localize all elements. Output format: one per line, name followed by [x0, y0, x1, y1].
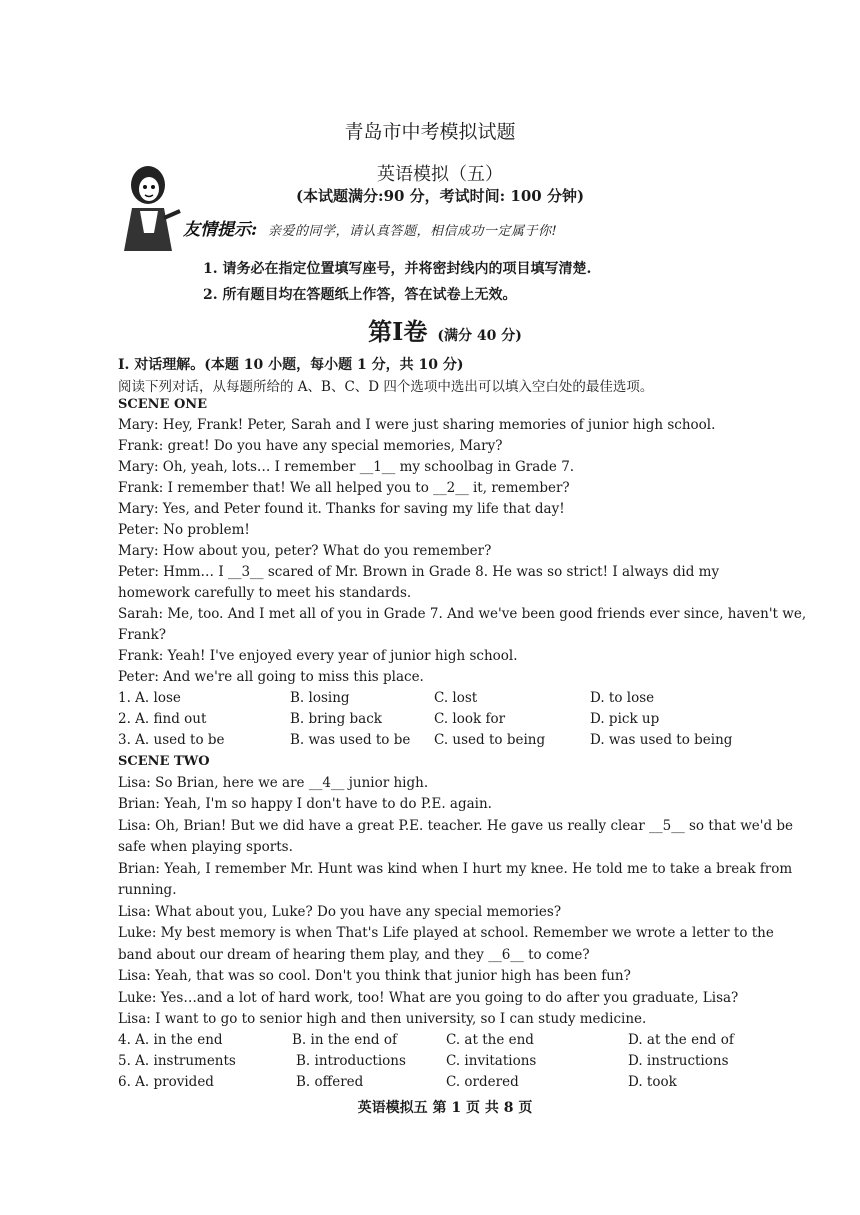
dialogue-line: Brian: Yeah, I remember Mr. Hunt was kind when I hurt my knee. He told me to take a break from	[118, 861, 793, 877]
option-5a: 5. A. instruments	[118, 1053, 236, 1069]
section-heading: I. 对话理解。(本题 10 小题，每小题 1 分，共 10 分)	[118, 357, 464, 373]
scene-two-label: SCENE TWO	[118, 754, 210, 769]
option-4d: D. at the end of	[628, 1032, 734, 1048]
dialogue-line: Lisa: Oh, Brian! But we did have a great P.E. teacher. He gave us really clear __5__ so that we'd be	[118, 818, 794, 834]
dialogue-line: running.	[118, 882, 177, 898]
dialogue-line: Peter: No problem!	[118, 522, 250, 538]
exam-subtitle: 英语模拟（五）	[377, 164, 503, 185]
option-4a: 4. A. in the end	[118, 1032, 223, 1048]
dialogue-line: homework carefully to meet his standards.	[118, 585, 412, 601]
dialogue-line: Luke: My best memory is when That's Life played at school. Remember we wrote a letter to the	[118, 925, 774, 941]
dialogue-line: Lisa: What about you, Luke? Do you have any special memories?	[118, 904, 562, 920]
option-5b: B. introductions	[296, 1053, 406, 1069]
option-6a: 6. A. provided	[118, 1074, 214, 1090]
dialogue-line: Frank?	[118, 627, 166, 643]
dialogue-line: Luke: Yes…and a lot of hard work, too! What are you going to do after you graduate, Lisa?	[118, 990, 739, 1006]
option-6c: C. ordered	[446, 1074, 519, 1090]
dialogue-line: band about our dream of hearing them play, and they __6__ to come?	[118, 947, 590, 963]
dialogue-line: Frank: great! Do you have any special memories, Mary?	[118, 438, 503, 454]
option-5d: D. instructions	[628, 1053, 729, 1069]
dialogue-line: Lisa: So Brian, here we are __4__ junior high.	[118, 775, 429, 791]
friendly-tip-label: 友情提示:	[183, 220, 258, 240]
option-6d: D. took	[628, 1074, 677, 1090]
option-2a: 2. A. find out	[118, 711, 207, 727]
notice-2: 2. 所有题目均在答题纸上作答，答在试卷上无效。	[203, 287, 517, 303]
dialogue-line: Mary: Yes, and Peter found it. Thanks for saving my life that day!	[118, 501, 565, 517]
dialogue-line: Lisa: I want to go to senior high and then university, so I can study medicine.	[118, 1011, 647, 1027]
friendly-tip-text: 亲爱的同学，请认真答题，相信成功一定属于你!	[268, 224, 558, 239]
option-4b: B. in the end of	[292, 1032, 397, 1048]
mascot-illustration	[118, 163, 186, 253]
dialogue-line: Frank: Yeah! I've enjoyed every year of junior high school.	[118, 648, 518, 664]
page-footer: 英语模拟五 第 1 页 共 8 页	[357, 1100, 533, 1116]
option-5c: C. invitations	[446, 1053, 537, 1069]
option-6b: B. offered	[296, 1074, 364, 1090]
part-title	[0, 312, 860, 347]
option-2d: D. pick up	[590, 711, 660, 727]
option-2b: B. bring back	[290, 711, 382, 727]
exam-title: 青岛市中考模拟试题	[344, 121, 516, 143]
notice-1: 1. 请务必在指定位置填写座号，并将密封线内的项目填写清楚.	[203, 261, 592, 277]
part-title-text: 第I卷	[368, 317, 428, 346]
dialogue-line: Lisa: Yeah, that was so cool. Don't you think that junior high has been fun?	[118, 968, 631, 984]
dialogue-line: Peter: And we're all going to miss this place.	[118, 669, 424, 685]
dialogue-line: Mary: Oh, yeah, lots… I remember __1__ my schoolbag in Grade 7.	[118, 459, 575, 475]
dialogue-line: Frank: I remember that! We all helped you to __2__ it, remember?	[118, 480, 570, 496]
exam-info: (本试题满分:90 分，考试时间: 100 分钟)	[295, 187, 585, 205]
option-3c: C. used to being	[434, 732, 546, 748]
dialogue-line: Sarah: Me, too. And I met all of you in Grade 7. And we've been good friends ever since, haven't we,	[118, 606, 807, 622]
option-3d: D. was used to being	[590, 732, 733, 748]
dialogue-line: Brian: Yeah, I'm so happy I don't have to do P.E. again.	[118, 796, 492, 812]
option-1d: D. to lose	[590, 690, 655, 706]
option-1c: C. lost	[434, 690, 478, 706]
option-2c: C. look for	[434, 711, 506, 727]
option-4c: C. at the end	[446, 1032, 534, 1048]
dialogue-line: safe when playing sports.	[118, 839, 293, 855]
section-description: 阅读下列对话，从每题所给的 A、B、C、D 四个选项中选出可以填入空白处的最佳选项。	[118, 379, 654, 395]
option-3b: B. was used to be	[290, 732, 411, 748]
dialogue-line: Peter: Hmm… I __3__ scared of Mr. Brown in Grade 8. He was so strict! I always did my	[118, 564, 720, 580]
dialogue-line: Mary: How about you, peter? What do you remember?	[118, 543, 492, 559]
option-1b: B. losing	[290, 690, 350, 706]
option-3a: 3. A. used to be	[118, 732, 225, 748]
scene-one-label: SCENE ONE	[118, 397, 208, 412]
dialogue-line: Mary: Hey, Frank! Peter, Sarah and I were just sharing memories of junior high school.	[118, 417, 716, 433]
option-1a: 1. A. lose	[118, 690, 181, 706]
part-score: (满分 40 分)	[437, 328, 522, 344]
